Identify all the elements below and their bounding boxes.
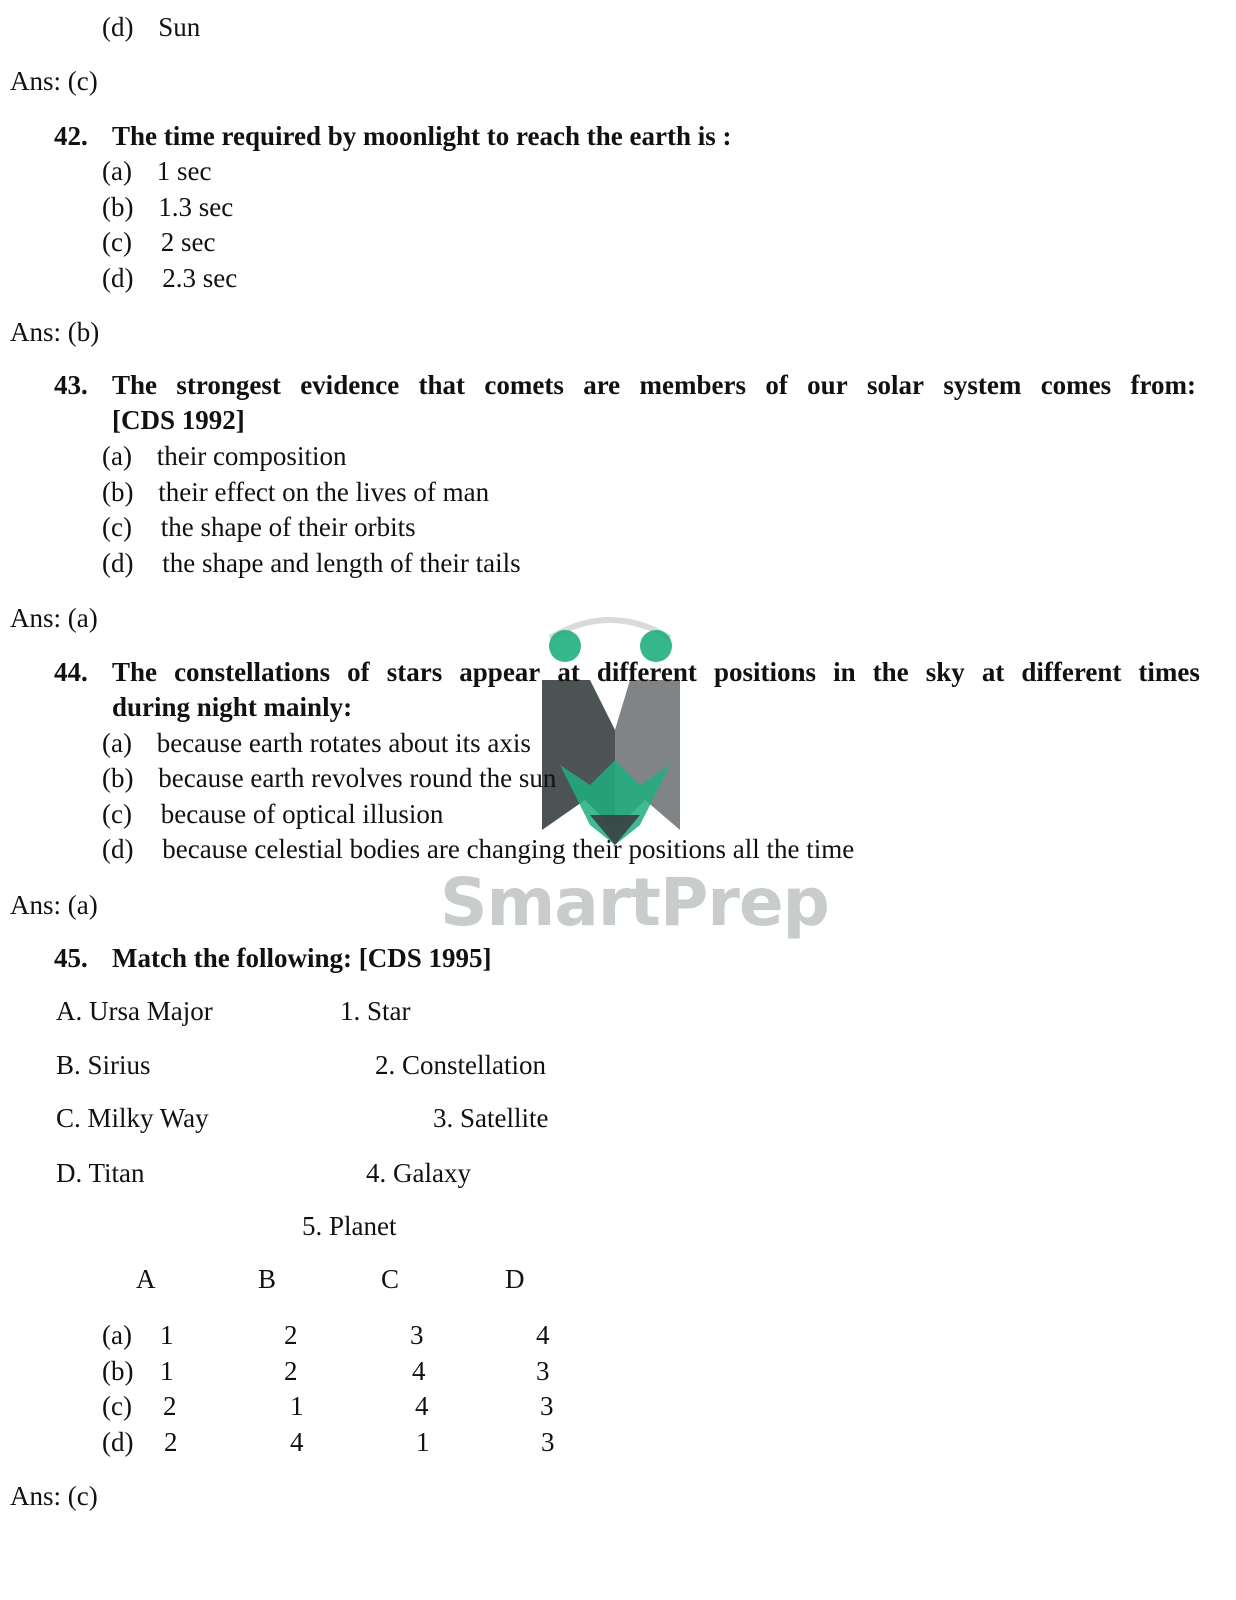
match-right-item: 2. Constellation — [375, 1050, 546, 1080]
option-label: (c) — [102, 227, 132, 257]
word: of — [765, 370, 788, 400]
watermark-text: SmartPrep — [440, 864, 829, 941]
word: comets — [484, 370, 564, 400]
word: the — [872, 657, 909, 687]
word: stars — [386, 657, 443, 687]
match-right-item: 1. Star — [340, 996, 411, 1026]
question-number: 42. — [54, 121, 88, 151]
word: at — [557, 657, 580, 687]
question-number: 45. — [54, 943, 88, 973]
option-d — [102, 550, 521, 577]
word: at — [981, 657, 1005, 687]
match-right-item: 4. Galaxy — [366, 1158, 471, 1188]
answer-line: Ans: (a) — [10, 603, 98, 633]
question-45 — [54, 945, 754, 975]
table-cell: 4 — [290, 1427, 304, 1457]
table-header: B — [258, 1264, 277, 1294]
table-cell: 3 — [410, 1320, 424, 1350]
word: The — [112, 370, 158, 400]
option-text: because earth revolves round the sun — [158, 763, 557, 793]
word: comes — [1040, 370, 1112, 400]
table-cell: 1 — [160, 1356, 174, 1386]
option-text: the shape of their orbits — [160, 512, 416, 542]
word: that — [418, 370, 466, 400]
table-cell: 4 — [415, 1391, 429, 1421]
table-header: D — [505, 1264, 525, 1294]
answer-line: Ans: (c) — [10, 1481, 98, 1511]
option-a — [102, 730, 531, 757]
option-text: because earth rotates about its axis — [156, 728, 531, 758]
option-text: Sun — [158, 12, 201, 42]
option-d — [102, 265, 237, 292]
option-b — [102, 194, 233, 221]
answer-line: Ans: (a) — [10, 890, 98, 920]
word: members — [639, 370, 746, 400]
table-cell: 1 — [160, 1320, 174, 1350]
word: sky — [925, 657, 965, 687]
option-label: (d) — [102, 12, 134, 42]
table-row-label: (d) — [102, 1427, 134, 1457]
table-cell: 1 — [290, 1391, 304, 1421]
table-row-label: (a) — [102, 1320, 132, 1350]
option-c — [102, 229, 215, 256]
match-right-item: 3. Satellite — [433, 1103, 549, 1133]
question-text-line — [112, 372, 1196, 399]
match-left-item: A. Ursa Major — [56, 996, 213, 1026]
word: system — [943, 370, 1022, 400]
option-text: 2.3 sec — [162, 263, 238, 293]
option-label: (a) — [102, 441, 132, 471]
word: different — [596, 657, 697, 687]
option-text: 1.3 sec — [158, 192, 234, 222]
table-header: C — [381, 1264, 400, 1294]
match-left-item: B. Sirius — [56, 1050, 151, 1080]
question-text: The time required by moonlight to reach the earth is : — [112, 121, 732, 151]
table-cell: 3 — [540, 1391, 554, 1421]
option-d — [102, 14, 200, 41]
question-text-line — [112, 659, 1200, 686]
word: appear — [459, 657, 541, 687]
word: strongest — [176, 370, 281, 400]
option-b — [102, 479, 489, 506]
question-42 — [54, 123, 1204, 153]
option-label: (a) — [102, 156, 132, 186]
option-a — [102, 443, 346, 470]
option-text: because of optical illusion — [160, 799, 444, 829]
table-cell: 3 — [541, 1427, 555, 1457]
question-text: Match the following: [CDS 1995] — [112, 943, 492, 973]
question-text-line: during night mainly: — [112, 692, 353, 722]
table-row-label: (c) — [102, 1391, 132, 1421]
table-cell: 3 — [536, 1356, 550, 1386]
answer-line: Ans: (b) — [10, 317, 100, 347]
option-label: (c) — [102, 799, 132, 829]
option-c — [102, 514, 416, 541]
table-cell: 4 — [536, 1320, 550, 1350]
word: The — [112, 657, 158, 687]
option-label: (b) — [102, 192, 134, 222]
option-label: (b) — [102, 763, 134, 793]
option-label: (d) — [102, 263, 134, 293]
option-text: their effect on the lives of man — [158, 477, 490, 507]
option-c — [102, 801, 443, 828]
option-label: (d) — [102, 834, 134, 864]
word: evidence — [300, 370, 400, 400]
word: solar — [867, 370, 925, 400]
table-cell: 1 — [416, 1427, 430, 1457]
word: different — [1021, 657, 1122, 687]
word: in — [833, 657, 856, 687]
table-cell: 2 — [164, 1427, 178, 1457]
table-cell: 2 — [284, 1356, 298, 1386]
question-number: 44. — [54, 657, 88, 687]
option-label: (d) — [102, 548, 134, 578]
word: times — [1138, 657, 1200, 687]
option-text: their composition — [156, 441, 347, 471]
question-text-line: [CDS 1992] — [112, 405, 245, 435]
table-cell: 4 — [412, 1356, 426, 1386]
option-text: because celestial bodies are changing their positions all the time — [162, 834, 855, 864]
match-right-item: 5. Planet — [302, 1211, 397, 1241]
word: are — [583, 370, 621, 400]
word: from: — [1130, 370, 1196, 400]
word: positions — [713, 657, 816, 687]
option-label: (b) — [102, 477, 134, 507]
word: of — [347, 657, 370, 687]
word: constellations — [174, 657, 331, 687]
option-text: 1 sec — [156, 156, 212, 186]
option-text: 2 sec — [160, 227, 216, 257]
table-cell: 2 — [284, 1320, 298, 1350]
option-b — [102, 765, 556, 792]
match-left-item: C. Milky Way — [56, 1103, 209, 1133]
table-header: A — [136, 1264, 156, 1294]
answer-line: Ans: (c) — [10, 66, 98, 96]
option-label: (a) — [102, 728, 132, 758]
option-text: the shape and length of their tails — [162, 548, 521, 578]
table-row-label: (b) — [102, 1356, 134, 1386]
table-cell: 2 — [163, 1391, 177, 1421]
option-d — [102, 836, 854, 863]
option-label: (c) — [102, 512, 132, 542]
match-left-item: D. Titan — [56, 1158, 145, 1188]
question-number: 43. — [54, 370, 88, 400]
option-a — [102, 158, 211, 185]
word: our — [807, 370, 848, 400]
